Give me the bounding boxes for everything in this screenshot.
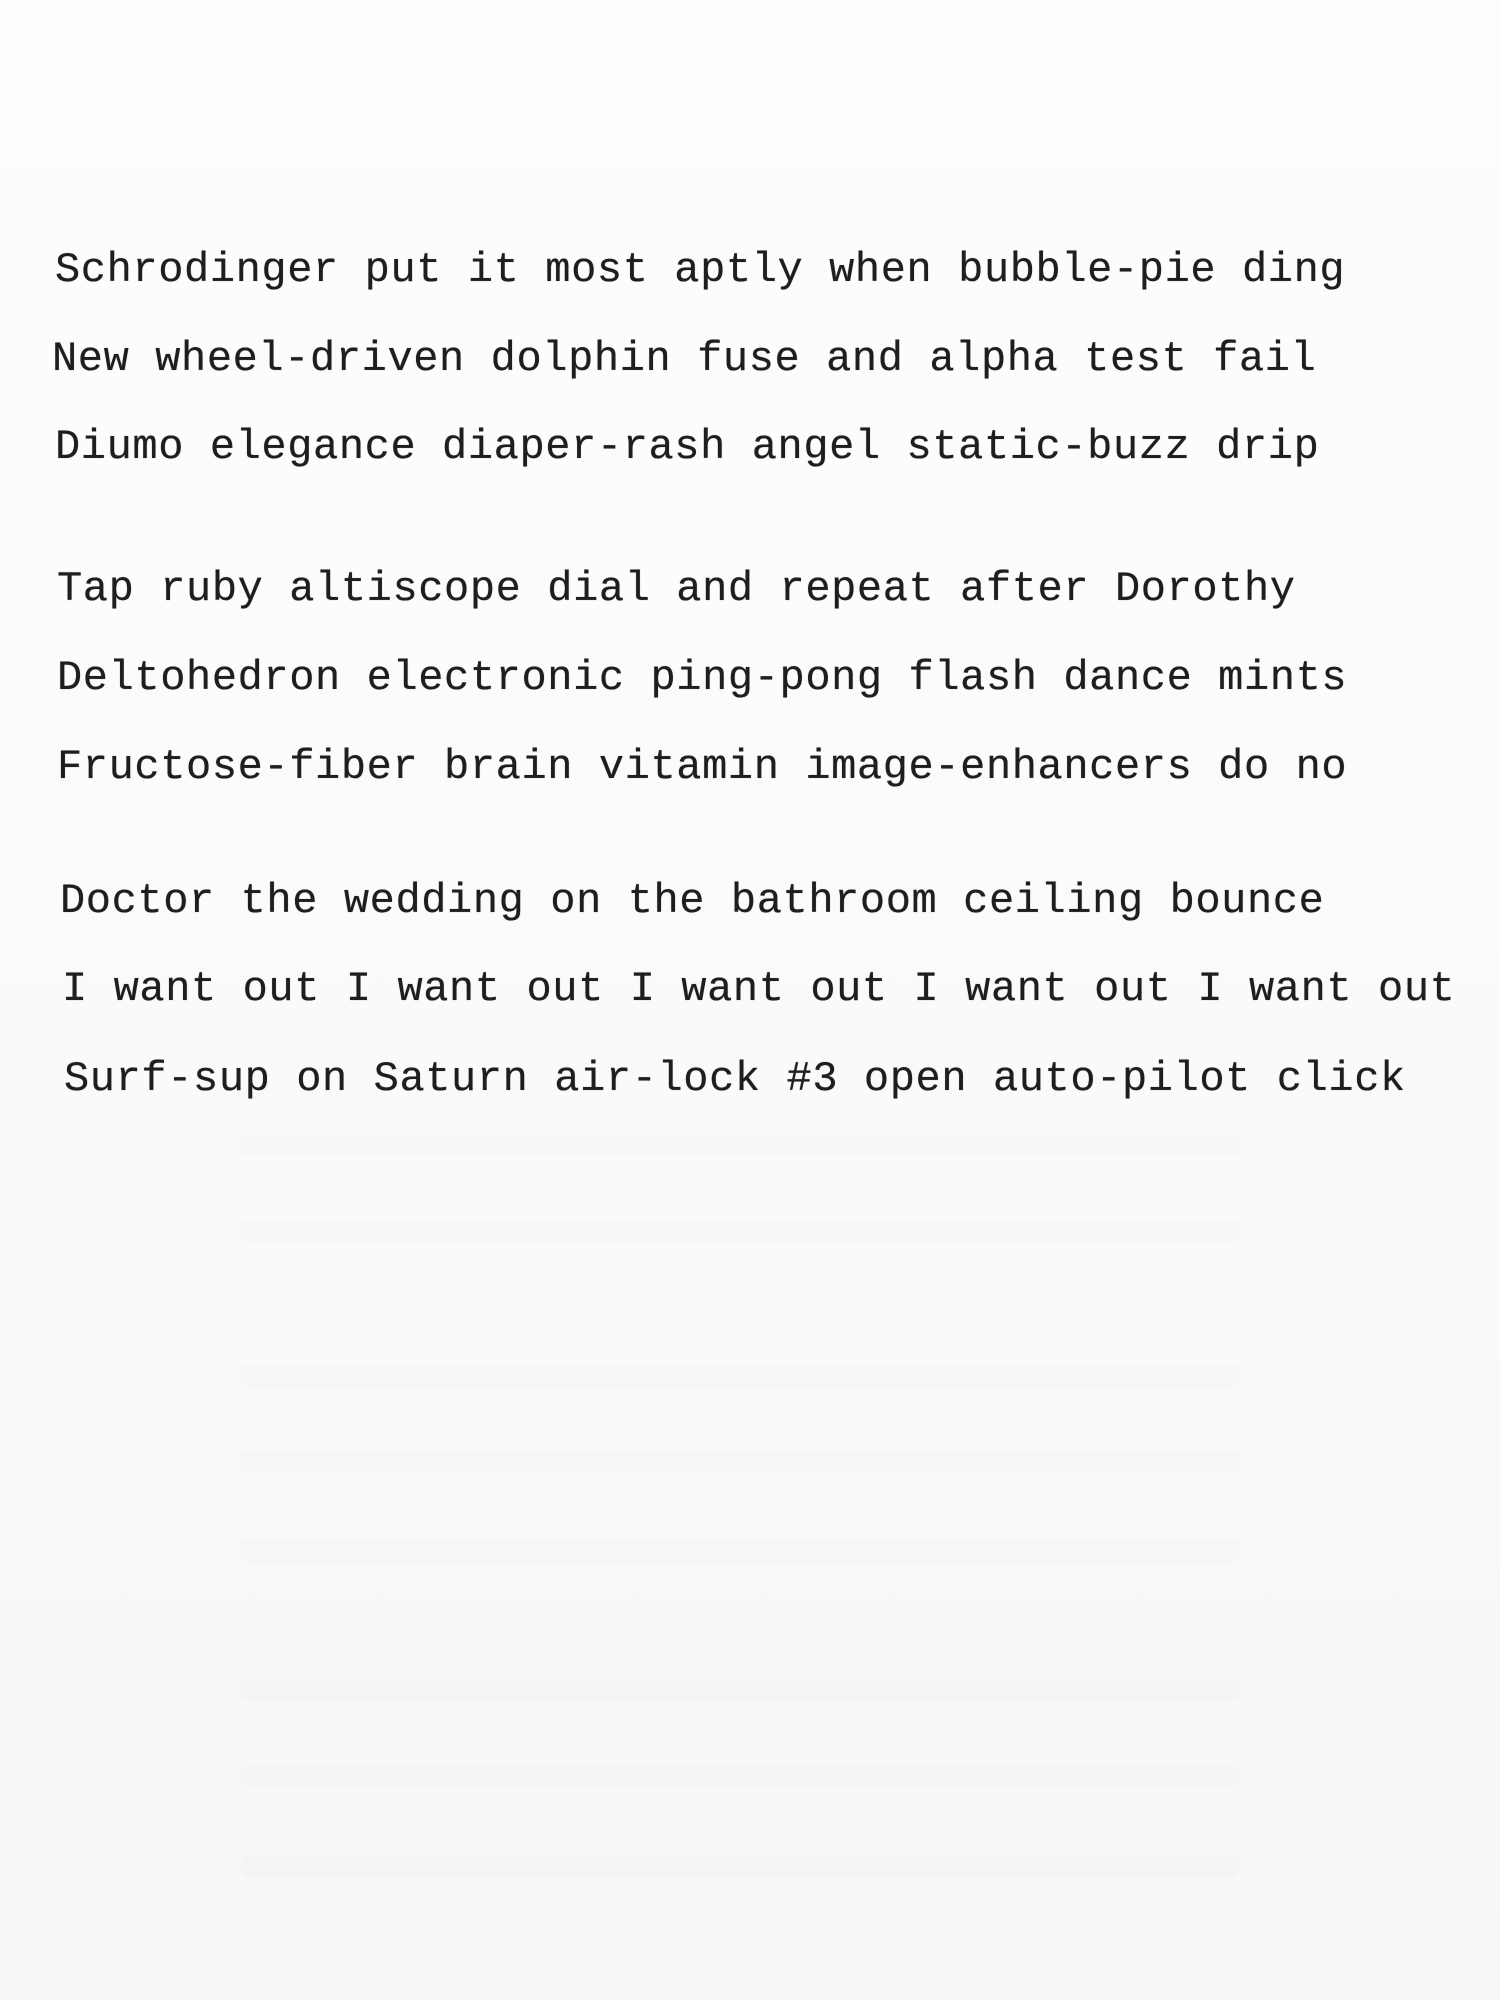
show-through-smudge bbox=[240, 1540, 1240, 1562]
poem-line: Deltohedron electronic ping-pong flash dance mints bbox=[57, 654, 1348, 702]
poem-line: Tap ruby altiscope dial and repeat after Dorothy bbox=[57, 565, 1296, 613]
poem-line: Doctor the wedding on the bathroom ceiling bounce bbox=[60, 877, 1325, 925]
poem-line: Fructose-fiber brain vitamin image-enhancers do no bbox=[57, 743, 1348, 791]
poem-line: Surf-sup on Saturn air-lock #3 open auto-pilot click bbox=[64, 1055, 1406, 1103]
show-through-smudge bbox=[240, 1220, 1240, 1242]
show-through-smudge bbox=[240, 1135, 1240, 1157]
show-through-smudge bbox=[240, 1365, 1240, 1387]
poem-line: New wheel-driven dolphin fuse and alpha test fail bbox=[52, 335, 1317, 383]
poem-line: I want out I want out I want out I want out I want out bbox=[62, 965, 1456, 1013]
show-through-smudge bbox=[240, 1680, 1240, 1702]
show-through-smudge bbox=[240, 1855, 1240, 1877]
show-through-smudge bbox=[240, 1765, 1240, 1787]
poem-line: Schrodinger put it most aptly when bubble-pie ding bbox=[55, 246, 1346, 294]
poem-line: Diumo elegance diaper-rash angel static-buzz drip bbox=[55, 423, 1320, 471]
show-through-smudge bbox=[240, 1450, 1240, 1472]
